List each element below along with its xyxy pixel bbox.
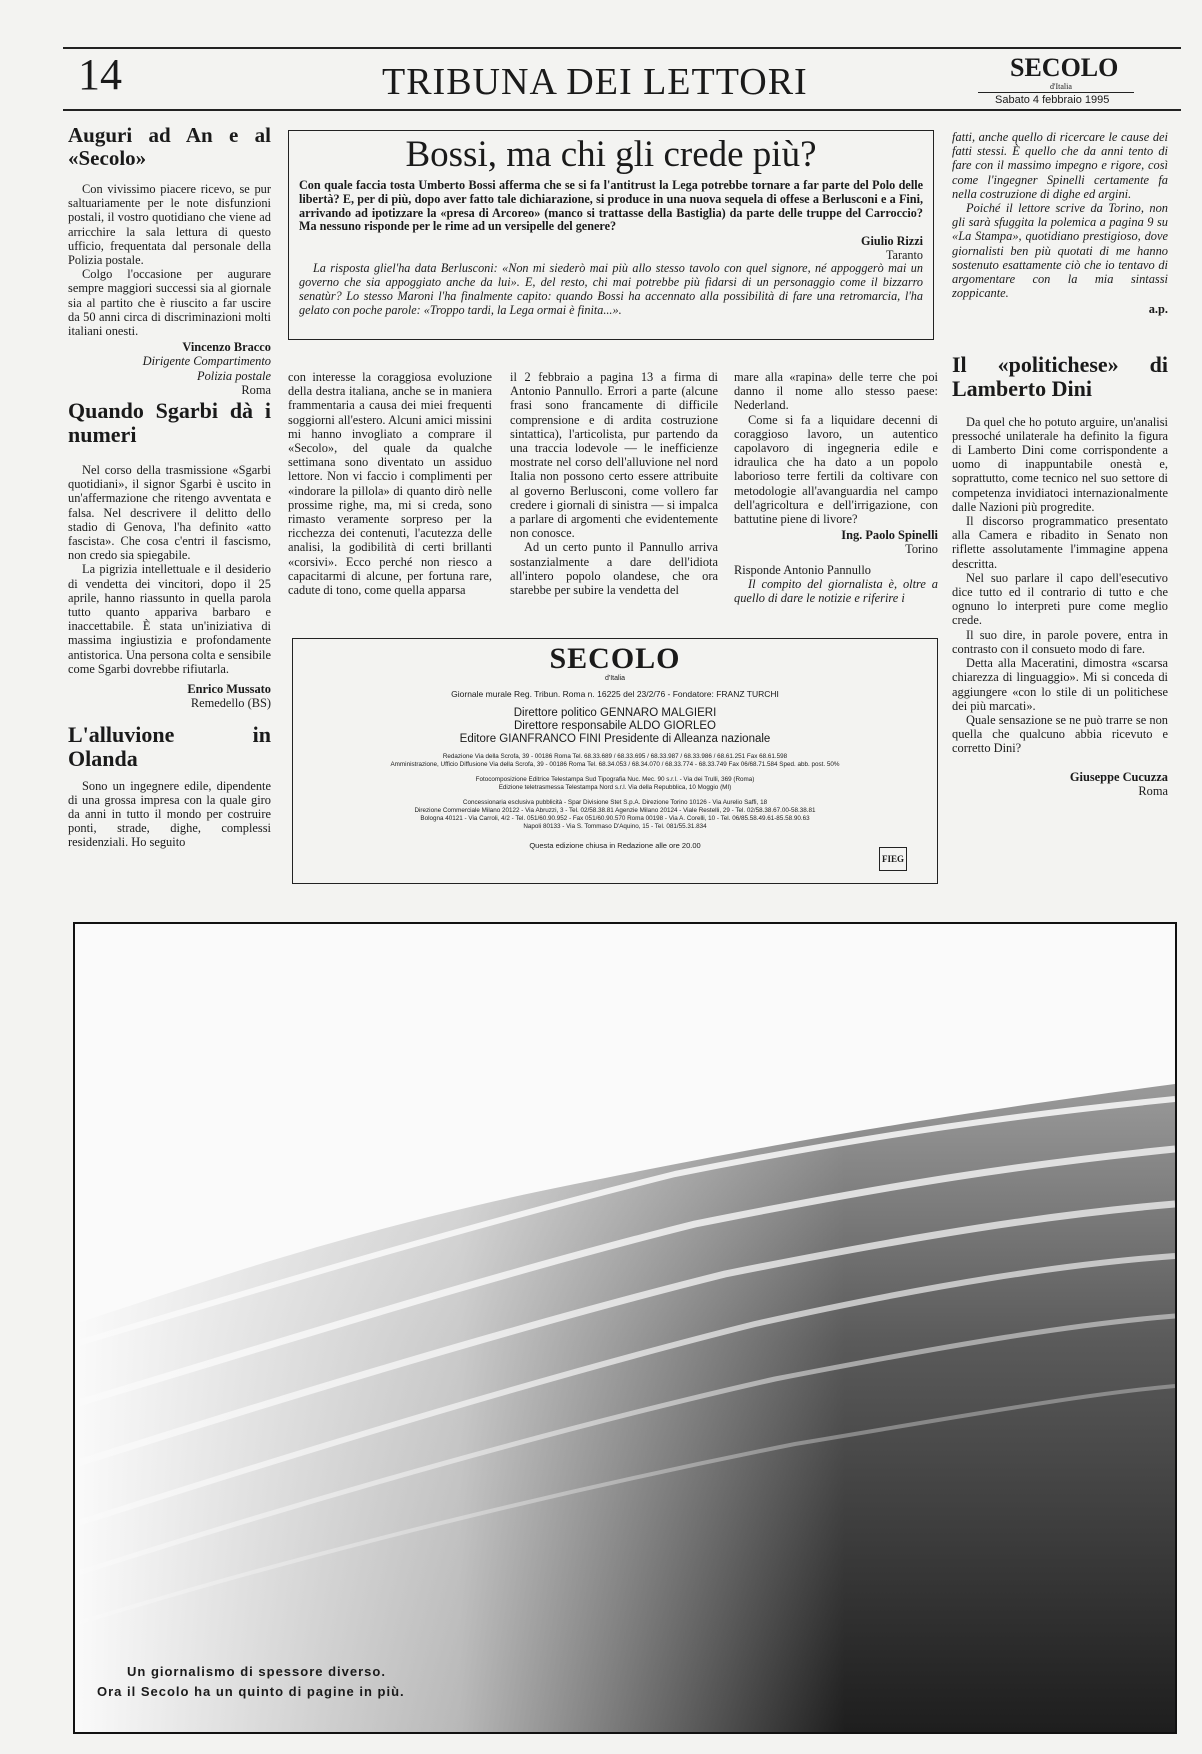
featured-letter-body: Con quale faccia tosta Umberto Bossi afferma che se si fa l'antitrust la Lega potrebbe tornare a far parte del Polo delle libertà? E, per di più, dopo aver fatto tale dichiarazione, si produce in una nuova sequela di offese a Berlusconi e a Fini, arrivando ad ipotizzare la «presa di Arcoreo» (manco si trattasse della Bastiglia) da parte delle truppe del Carroccio? Ma nessuno risponde per le rime ad un versipelle del genere? xyxy=(299,178,923,234)
masthead-agenzie: Bologna 40121 - Via Carroli, 4/2 - Tel. 051/60.90.952 - Fax 051/60.90.570 Roma 00198 - Via A. Corelli, 10 - Tel. 06/85.58.49.61-85.58.90.63 xyxy=(420,815,810,822)
reply-text: Il compito del giornalista è, oltre a quello di dare le notizie e riferire i xyxy=(734,576,938,606)
article-text: Da quel che ho potuto arguire, un'analisi pressoché unilaterale ha definito la figura di Lamberto Dini come corrispondente a uomo di inappuntabile onestà e, soprattutto, come tecnico nel suo settore di competenza invidiatoci internazionalmente dalle Nazioni più progredite. xyxy=(952,414,1168,514)
letter-role: Polizia postale xyxy=(197,368,271,383)
letter-city: Roma xyxy=(241,382,271,397)
article-text: Come si fa a liquidare decenni di coraggioso lavoro, un autentico capolavoro di ingegneria edile e idraulica che ha dato a un popolo laborioso terre fertili da coltivare con metodologie all'avanguardia nel campo dell'agricoltura e dell'irrigazione, con battutine piene di livore? xyxy=(734,412,938,527)
letter-city: Roma xyxy=(1138,783,1168,798)
masthead-fotocomposizione: Fotocomposizione Editrice Telestampa Sud Tipografia Nuc. Mec. 90 s.r.l. - Via dei Trulli, 369 (Roma) xyxy=(475,776,755,783)
article-text: Il discorso programmatico presentato alla Camera e ribadito in Senato non riflette assolutamente l'immagine appena descritta. xyxy=(952,514,1168,571)
header-top-rule xyxy=(63,47,1181,49)
letter-role: Dirigente Compartimento xyxy=(142,354,271,369)
column-1 xyxy=(68,124,271,894)
masthead-concessionaria: Concessionaria esclusiva pubblicità - Spar Divisione Stet S.p.A. Direzione Torino 10126 - Via Aurelio Saffi, 18 xyxy=(462,799,768,806)
letter-author: Giuseppe Cucuzza xyxy=(1069,769,1168,784)
letter-city: Remedello (BS) xyxy=(190,696,271,711)
masthead-amministrazione: Amministrazione, Ufficio Diffusione Via della Scrofa, 39 - 00186 Roma Tel. 68.34.053 / 68.34.070 / 68.33.774 - 68.33.749 Fax 06/68.71.584 Sped. abb. post. 50% xyxy=(390,761,840,768)
header-date: Sabato 4 febbraio 1995 xyxy=(995,94,1110,106)
ad-slogan-line2: Ora il Secolo ha un quinto di pagine in più. xyxy=(97,1684,405,1699)
featured-letter-city: Taranto xyxy=(885,248,923,263)
column-2 xyxy=(288,370,492,630)
letter-author: Ing. Paolo Spinelli xyxy=(841,528,938,543)
article-title-sgarbi: Quando Sgarbi dà i numeri xyxy=(68,398,271,448)
article-text: Ad un certo punto il Pannullo arriva sostanzialmente a dare dell'idiota all'intero popolo olandese, che ora starebbe per subire la vendetta del xyxy=(510,540,718,598)
featured-letter-box xyxy=(288,130,934,340)
masthead-edizione: Edizione teletrasmessa Telestampa Nord s.r.l. Via della Repubblica, 10 Moggio (MI) xyxy=(498,784,732,791)
masthead-redazione: Redazione Via della Scrofa, 39 - 00186 Roma Tel. 68.33.689 / 68.33.695 / 68.33.987 / 68.33.986 / 68.61.251 Fax 68.61.598 xyxy=(442,753,788,760)
article-text: Nel corso della trasmissione «Sgarbi quotidiani», il signor Sgarbi è uscito in un'affermazione che ritengo avventata e falsa. Nel descrivere il delitto dello stadio di Genova, l'ha definito «atto fascista». Che cosa c'entri il fascismo, non credo sia spiegabile. xyxy=(68,463,271,563)
featured-letter-author: Giulio Rizzi xyxy=(861,234,923,249)
reply-text: Poiché il lettore scrive da Torino, non gli sarà sfuggita la polemica a pagina 9 su «La Stampa», quotidiano prestigioso, dove giornalisti ben più quotati di me hanno sostenuto esattamente ciò che io tentavo di argomentare con la mia sintassi zoppicante. xyxy=(952,201,1168,301)
column-4 xyxy=(734,370,938,630)
featured-letter-reply: La risposta gliel'ha data Berlusconi: «Non mi siederò mai più allo stesso tavolo con quel signore, né appoggerò mai un governo che sia appoggiato anche da lui». E, del resto, chi mai potrebbe più fidarsi di un personaggio come il bizzarro senatùr? Lo stesso Maroni l'ha finalmente capito: quando Bossi ha accennato alla possibilità di fare una retromarcia, l'ha gelato con poche parole: «Troppo tardi, la Lega ormai è finita...». xyxy=(299,261,923,317)
header-logo-sub: d'Italia xyxy=(1050,82,1072,91)
letter-city: Torino xyxy=(905,542,938,557)
header-bottom-rule xyxy=(63,109,1181,111)
torn-paper-layers-image xyxy=(75,924,1175,1732)
masthead-chiusa: Questa edizione chiusa in Redazione alle ore 20.00 xyxy=(529,841,701,850)
article-text: Quale sensazione se ne può trarre se non quella che qualcuno abbia ricevuto e corretto Dini? xyxy=(952,712,1168,756)
masthead-direzione: Direzione Commerciale Milano 20122 - Via Abruzzi, 3 - Tel. 02/58.38.81 Agenzie Milano 20124 - Viale Restelli, 29 - Tel. 02/58.38.67.00-58.38.81 xyxy=(414,807,816,814)
masthead-publisher: Editore GIANFRANCO FINI Presidente di Alleanza nazionale xyxy=(459,733,771,745)
featured-letter-headline: Bossi, ma chi gli crede più? xyxy=(405,134,817,175)
reply-text: fatti, anche quello di ricercare le cause dei fatti stessi. È quello che da anni tento di fare con il massimo impegno e rigore, così come l'ingegner Spinelli certamente fa nella costruzione di dighe ed argini. xyxy=(952,130,1168,201)
page-number: 14 xyxy=(78,50,122,99)
masthead-director-responsible: Direttore responsabile ALDO GIORLEO xyxy=(514,720,716,732)
section-title: TRIBUNA DEI LETTORI xyxy=(382,61,808,103)
reply-signature: a.p. xyxy=(1148,302,1168,317)
article-text: Il suo dire, in parole povere, entra in contrasto con il consueto modo di fare. xyxy=(952,627,1168,656)
article-title-alluvione: L'alluvione in Olanda xyxy=(68,721,271,771)
masthead-logo: SECOLO xyxy=(549,642,681,675)
column-5 xyxy=(952,130,1168,900)
masthead-director-political: Direttore politico GENNARO MALGIERI xyxy=(513,707,717,719)
article-text: Con vivissimo piacere ricevo, se pur saltuariamente per le note disfunzioni postali, il vostro quotidiano che viene ad arricchire la sala lettura di questo ufficio, frequentata dal personale della Polizia postale. xyxy=(68,182,271,268)
date-top-rule xyxy=(978,92,1134,93)
article-text: Nel suo parlare il capo dell'esecutivo dice tutto ed il contrario di tutto e che ognuno lo interpreti pure come meglio crede. xyxy=(952,570,1168,628)
article-title-auguri: Auguri ad An e al «Secolo» xyxy=(68,124,271,170)
masthead-napoli: Napoli 80133 - Via S. Tommaso D'Aquino, 15 - Tel. 081/55.31.834 xyxy=(523,823,707,830)
masthead-box xyxy=(292,638,938,884)
fieg-logo: FIEG xyxy=(879,847,907,871)
article-text: con interesse la coraggiosa evoluzione della destra italiana, anche se in maniera frammentaria a causa dei miei frequenti soggiorni all'estero. Alcuni amici missini mi hanno invogliato a comprare il «Secolo», del quale da qualche settimana sono diventato un assiduo lettore. Non vi faccio i complimenti per «indorare la pillola» di quanto dirò nelle prossime righe, ma, mi si creda, sono rimasto veramente sorpreso per la ricchezza dei contenuti, l'acutezza delle analisi, la godibilità di certi brillanti «corsivi». Ecco perché non riesco a capacitarmi di alcune, per fortuna rare, cadute di tono, come quella apparsa xyxy=(288,370,492,598)
article-text: il 2 febbraio a pagina 13 a firma di Antonio Pannullo. Errori a parte (alcune frasi sono francamente di difficile comprensione e di ardita costruzione sintattica), l'articolista, pur partendo da una traccia lodevole — le inefficienze mostrate nel corso dell'alluvione nel nord Italia non possono certo essere attribuite al governo Berlusconi, come vollero far credere i giornali di sinistra — si impalca a parlare di argomenti che evidentemente non conosce. xyxy=(510,370,718,541)
article-text: Sono un ingegnere edile, dipendente di una grossa impresa con la quale giro da anni in tutto il mondo per costruire ponti, strade, dighe, complessi residenziali. Ho seguito xyxy=(68,778,271,850)
article-text: mare alla «rapina» delle terre che poi danno il nome allo stesso paese: Nederland. xyxy=(734,370,938,413)
letter-author: Vincenzo Bracco xyxy=(182,340,271,355)
article-title-politichese: Il «politichese» di Lamberto Dini xyxy=(952,351,1168,401)
column-3 xyxy=(510,370,718,630)
masthead-registration: Giornale murale Reg. Tribun. Roma n. 16225 del 23/2/76 - Fondatore: FRANZ TURCHI xyxy=(451,689,779,699)
ad-slogan-line1: Un giornalismo di spessore diverso. xyxy=(127,1664,386,1679)
masthead-logo-sub: d'Italia xyxy=(604,675,625,682)
article-text: La pigrizia intellettuale e il desiderio di vendetta dei vincitori, dopo il 25 aprile, hanno riassunto in quella parola tutto quanto appariva barbaro e inaccettabile. È stata un'iniziativa di massima ingiustizia e profondamente antistorica. Una persona colta e sensibile come Sgarbi dovrebbe rifiutarla. xyxy=(68,562,271,676)
header-logo: SECOLO xyxy=(1010,53,1119,82)
article-text: Colgo l'occasione per augurare sempre maggiori successi sia al giornale sia al partito che è riuscito a far uscire da 50 anni circa di discriminazioni molti italiani onesti. xyxy=(68,267,271,339)
letter-author: Enrico Mussato xyxy=(187,682,271,697)
article-text: Detta alla Maceratini, dimostra «scarsa chiarezza di linguaggio». Mi si conceda di aggiungere «con lo stile di un politichese dei più marcati». xyxy=(952,656,1168,713)
advertisement xyxy=(73,922,1177,1734)
reply-intro: Risponde Antonio Pannullo xyxy=(734,562,871,577)
